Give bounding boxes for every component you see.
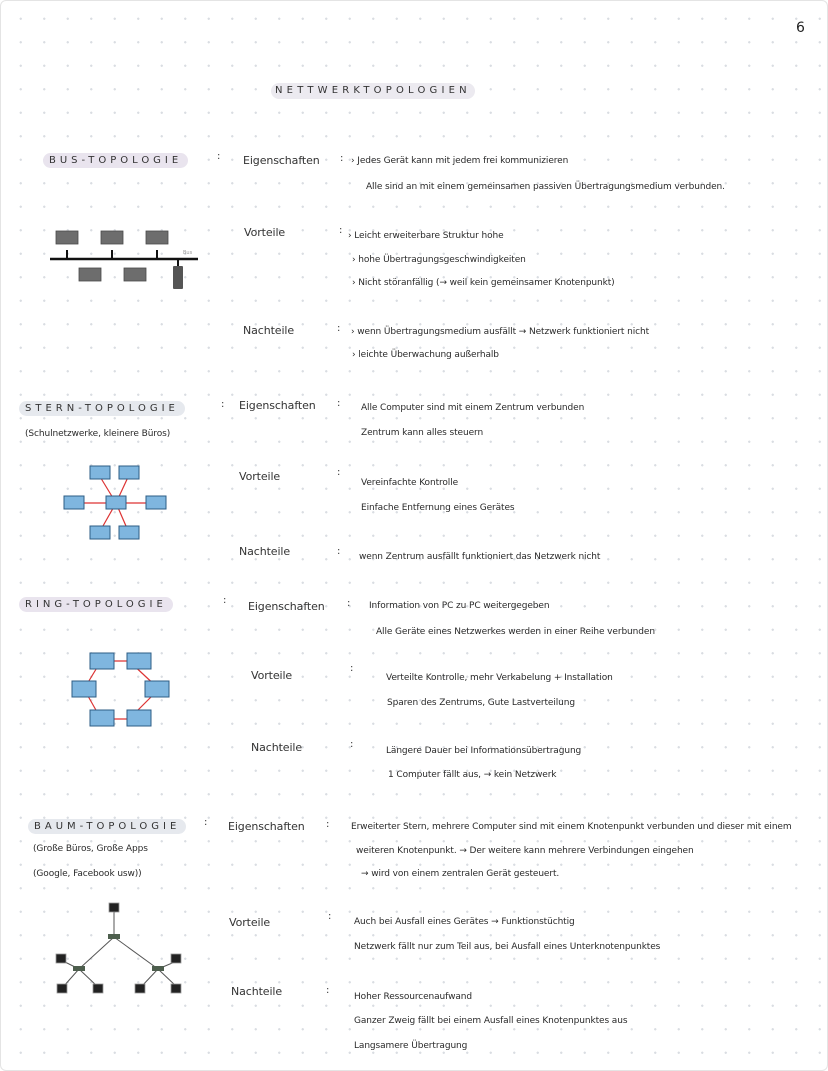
ring-vorteil: Sparen des Zentrums, Gute Lastverteilung: [387, 698, 575, 708]
stern-vorteile-label: Vorteile: [239, 470, 281, 483]
stern-topology-heading: STERN-TOPOLOGIE: [19, 401, 185, 416]
ring-eigenschaft: Alle Geräte eines Netzwerkes werden in einer Reihe verbunden: [376, 627, 655, 637]
baum-vorteil: Netzwerk fällt nur zum Teil aus, bei Ausfall eines Unterknotenpunktes: [354, 942, 661, 952]
stern-note: (Schulnetzwerke, kleinere Büros): [25, 429, 171, 439]
baum-eigenschaft: Erweiterter Stern, mehrere Computer sind mit einem Knotenpunkt verbunden und dieser mit einem: [351, 822, 792, 832]
colon: :: [340, 153, 344, 164]
baum-eigenschaft: → wird von einem zentralen Gerät gesteuert.: [361, 869, 560, 879]
colon: :: [326, 985, 330, 996]
baum-note: (Google, Facebook usw)): [33, 869, 142, 879]
stern-eigenschaften-label: Eigenschaften: [239, 399, 316, 412]
bus-nachteil: › wenn Übertragungsmedium ausfällt → Netzwerk funktioniert nicht: [351, 327, 650, 337]
colon: :: [339, 225, 343, 236]
stern-nachteile-label: Nachteile: [239, 545, 291, 558]
colon: :: [337, 467, 341, 478]
bus-topology-diagram: [46, 226, 206, 296]
bus-nachteile-label: Nachteile: [243, 324, 295, 337]
colon: :: [204, 817, 208, 828]
baum-nachteil: Langsamere Übertragung: [354, 1041, 468, 1051]
stern-vorteil: Einfache Entfernung eines Gerätes: [361, 503, 515, 513]
page-number: 6: [796, 20, 805, 36]
ring-nachteil: 1 Computer fällt aus, → kein Netzwerk: [388, 770, 557, 780]
bus-vorteil: › hohe Übertragungsgeschwindigkeiten: [352, 255, 526, 265]
ring-topology-heading: RING-TOPOLOGIE: [19, 597, 173, 612]
colon: :: [350, 663, 354, 674]
ring-eigenschaft: Information von PC zu PC weitergegeben: [369, 601, 550, 611]
baum-nachteil: Ganzer Zweig fällt bei einem Ausfall eines Knotenpunktes aus: [354, 1016, 628, 1026]
stern-nachteil: wenn Zentrum ausfällt funktioniert das Netzwerk nicht: [359, 552, 601, 562]
baum-vorteile-label: Vorteile: [229, 916, 271, 929]
bus-vorteil: › Leicht erweiterbare Struktur hohe: [348, 231, 504, 241]
colon: :: [337, 546, 341, 557]
bus-nachteil: › leichte Überwachung außerhalb: [352, 350, 499, 360]
baum-eigenschaft: weiteren Knotenpunkt. → Der weitere kann mehrere Verbindungen eingehen: [356, 846, 694, 856]
colon: :: [223, 595, 227, 606]
bus-eigenschaft: › Jedes Gerät kann mit jedem frei kommunizieren: [351, 156, 569, 166]
baum-topology-heading: BAUM-TOPOLOGIE: [28, 819, 186, 834]
bus-topology-heading: BUS-TOPOLOGIE: [43, 153, 188, 168]
colon: :: [350, 739, 354, 750]
ring-nachteil: Längere Dauer bei Informationsübertragung: [386, 746, 582, 756]
ring-vorteile-label: Vorteile: [251, 669, 293, 682]
baum-vorteil: Auch bei Ausfall eines Gerätes → Funktionstüchtig: [354, 917, 575, 927]
baum-note: (Große Büros, Große Apps: [33, 844, 148, 854]
stern-eigenschaft: Zentrum kann alles steuern: [361, 428, 484, 438]
ring-nachteile-label: Nachteile: [251, 741, 303, 754]
star-topology-diagram: [59, 463, 174, 548]
baum-nachteile-label: Nachteile: [231, 985, 283, 998]
ring-topology-diagram: [69, 649, 181, 734]
page-title: NETTWERKTOPOLOGIEN: [271, 83, 475, 99]
tree-topology-diagram: [41, 899, 191, 1001]
bus-diagram-label: Bus: [183, 250, 193, 256]
colon: :: [337, 398, 341, 409]
bus-eigenschaft: Alle sind an mit einem gemeinsamen passiven Übertragungsmedium verbunden.: [366, 182, 725, 192]
stern-eigenschaft: Alle Computer sind mit einem Zentrum verbunden: [361, 403, 585, 413]
stern-vorteil: Vereinfachte Kontrolle: [361, 478, 459, 488]
colon: :: [221, 399, 225, 410]
colon: :: [337, 323, 341, 334]
colon: :: [347, 598, 351, 609]
baum-eigenschaften-label: Eigenschaften: [228, 820, 305, 833]
bus-vorteil: › Nicht störanfällig (→ weil kein gemeinsamer Knotenpunkt): [352, 278, 615, 288]
bus-vorteile-label: Vorteile: [244, 226, 286, 239]
baum-nachteil: Hoher Ressourcenaufwand: [354, 992, 472, 1002]
ring-eigenschaften-label: Eigenschaften: [248, 600, 325, 613]
bus-eigenschaften-label: Eigenschaften: [243, 154, 320, 167]
colon: :: [217, 151, 221, 162]
colon: :: [326, 819, 330, 830]
ring-vorteil: Verteilte Kontrolle, mehr Verkabelung + Installation: [386, 673, 613, 683]
colon: :: [328, 911, 332, 922]
